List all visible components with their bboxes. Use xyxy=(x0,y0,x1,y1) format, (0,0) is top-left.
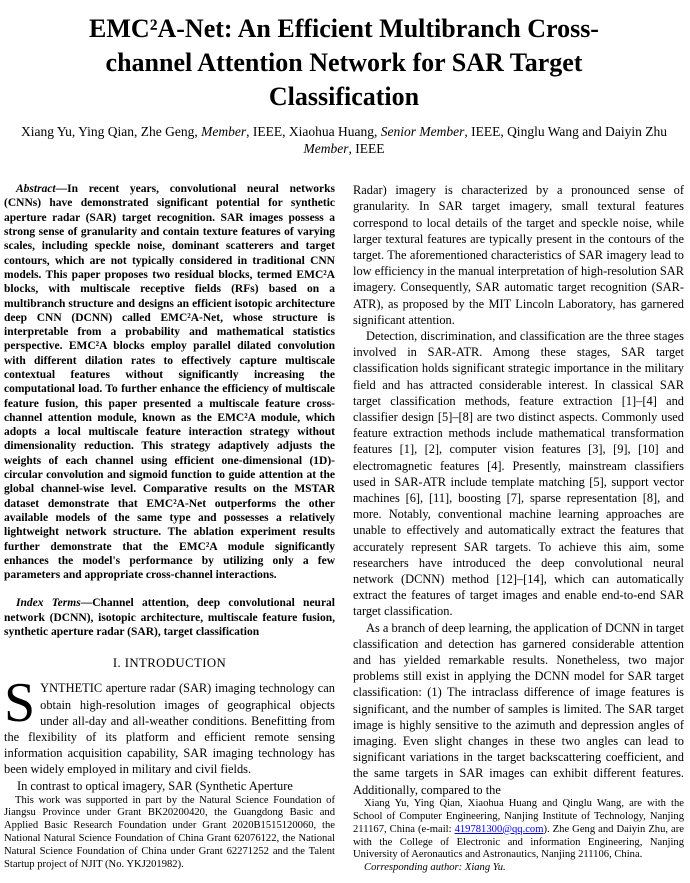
intro-paragraph-2-left: In contrast to optical imagery, SAR (Synthetic Aperture xyxy=(17,778,293,793)
affiliation-note: Xiang Yu, Ying Qian, Xiaohua Huang and Qinglu Wang, are with the School of Computer Engineering, Nanjing Institute of Technology, Nanjing 211167, China (e-mail: 419781300@qq.com). Zhe Geng and Daiyin Zhu, are with the College of Electronic and information Engineering, Nanjing University of Aeronautics and Astronautics, Nanjing 211106, China. xyxy=(353,797,684,861)
intro-paragraph-1-text: YNTHETIC aperture radar (SAR) imaging technology can obtain high-resolution images of geographical objects under all-day and all-weather conditions. Benefitting from the flexibility of its platform and efficient remote sensing information acquisition capability, SAR imaging technology has been widely employed in military and civil fields. xyxy=(4,681,335,777)
footnote-right xyxy=(353,798,684,883)
left-column xyxy=(4,182,335,880)
index-terms-paragraph xyxy=(4,596,335,639)
right-column xyxy=(353,182,684,880)
corresponding-author-note: Corresponding author: Xiang Yu. xyxy=(364,862,506,874)
abstract-text: —In recent years, convolutional neural networks (CNNs) have demonstrated significant potential for synthetic aperture radar (SAR) target recognition. SAR images possess a strong sense of granularity and contain texture features of varying scales, including speckle noise, dominant scatterers and target contours, which are not typically considered in traditional CNN models. This paper proposes two residual blocks, termed EMC²A blocks, with multiscale receptive fields (RFs) based on a multibranch structure and designs an efficient isotopic architecture deep CNN (DCNN) called EMC²A-Net, whose structure is interpretable from a probability and mathematical statistics perspective. EMC²A blocks employ parallel dilated convolution with different dilation rates to effectively capture multiscale contextual features without significantly increasing the computational load. To further enhance the efficiency of multiscale feature fusion, this paper presented a multiscale feature cross-channel attention module, known as the EMC²A module, which adopts a local multiscale feature interaction strategy without dimensionality reduction. This strategy adaptively adjusts the weights of each channel using efficient one-dimensional (1D)-circular convolution and sigmoid function to guide attention at the global channel-wise level. Comparative results on the MSTAR dataset demonstrate that EMC²A-Net outperforms the other available models of the same type and possesses a relatively lightweight network structure. The ablation experiment results further demonstrate that the EMC²A module significantly enhances the model's performance by utilizing only a few parameters and appropriate cross-channel interactions. xyxy=(4,183,335,582)
funding-note: This work was supported in part by the Natural Science Foundation of Jiangsu Province under Grant BK20200420, the Guangdong Basic and Applied Basic Research Foundation under Grant 2020B1515120060, the National Natural Science Foundation of China Grant 62076122, the National Natural Science Foundation of China under Grant 62271252 and the Talent Startup project of NJIT (No. YKJ201982). xyxy=(4,794,335,871)
author-names: Xiang Yu, Ying Qian, Zhe Geng, xyxy=(21,124,202,140)
two-column-body xyxy=(4,182,684,880)
author-line: Xiang Yu, Ying Qian, Zhe Geng, Member, IEEE, Xiaohua Huang, Senior Member, IEEE, Qinglu Wang and Daiyin Zhu Member, IEEE xyxy=(21,124,667,157)
member-label: Member xyxy=(303,141,349,157)
section-heading-introduction: I. INTRODUCTION xyxy=(112,656,227,671)
intro-paragraph-3: Detection, discrimination, and classification are the three stages involved in SAR-ATR. Among these stages, SAR target classification holds significant strategic importance in the military field and has attracted considerable interest. In classical SAR target classification methods, feature extraction [1]–[4] and classifier design [5]–[8] are two distinct aspects. Commonly used feature extraction methods include mathematical transformation features [1], [2], computer vision features [3], [9], [10] and electromagnetic features [4]. Presently, mainstream classifiers used in SAR-ATR include template matching [5], support vector machines [6], [11], boosting [7], sparse representation [8], and more. Notably, conventional machine learning approaches are unable to effectively and automatically extract the features that accurately represent SAR targets. To achieve this aim, some researchers have introduced the deep convolutional neural network (DCNN) method [12]–[14], which can automatically extract the features of target images and enable end-to-end SAR target classification. xyxy=(353,328,684,619)
intro-paragraph-2-right: Radar) imagery is characterized by a pronounced sense of granularity. In SAR target imagery, small textural features correspond to local details of the target and speckle noise, while larger textural features are typically present in the contours of the target. The aforementioned characteristics of SAR imagery lead to low efficiency in the manual interpretation of high-resolution SAR imagery. Consequently, SAR automatic target recognition (SAR-ATR), as proposed by the MIT Lincoln Laboratory, has garnered significant attention. xyxy=(353,183,684,327)
intro-paragraph-4: As a branch of deep learning, the application of DCNN in target classification and detection has garnered considerable attention and has yielded remarkable results. Nonetheless, two major problems still exist in applying the DCNN model for SAR target classification: (1) The intraclass difference of image features is significant, and the number of samples is limited. The SAR target image is highly sensitive to the azimuth and depression angles of imaging. Even slight changes in these two angles can lead to significant variations in the target backscattering coefficient, and the same targets in SAR images can exhibit different features. Additionally, compared to the xyxy=(353,620,684,797)
abstract-paragraph xyxy=(4,182,335,582)
intro-paragraph-1 xyxy=(4,672,335,777)
member-label: Member xyxy=(201,124,247,140)
footnote-left xyxy=(4,795,335,880)
drop-cap: S xyxy=(4,672,36,735)
index-terms-text: —Channel attention, deep convolutional neural network (DCNN), isotopic architecture, multiscale feature fusion, synthetic aperture radar (SAR), target classification xyxy=(4,597,335,639)
index-terms-label: Index Terms xyxy=(16,597,81,610)
senior-member-label: Senior Member xyxy=(380,124,465,140)
email-link[interactable]: 419781300@qq.com xyxy=(454,823,544,835)
abstract-label: Abstract xyxy=(16,183,56,196)
paper-title: EMC²A-Net: An Efficient Multibranch Cross-channel Attention Network for SAR Target Classification xyxy=(89,14,599,111)
